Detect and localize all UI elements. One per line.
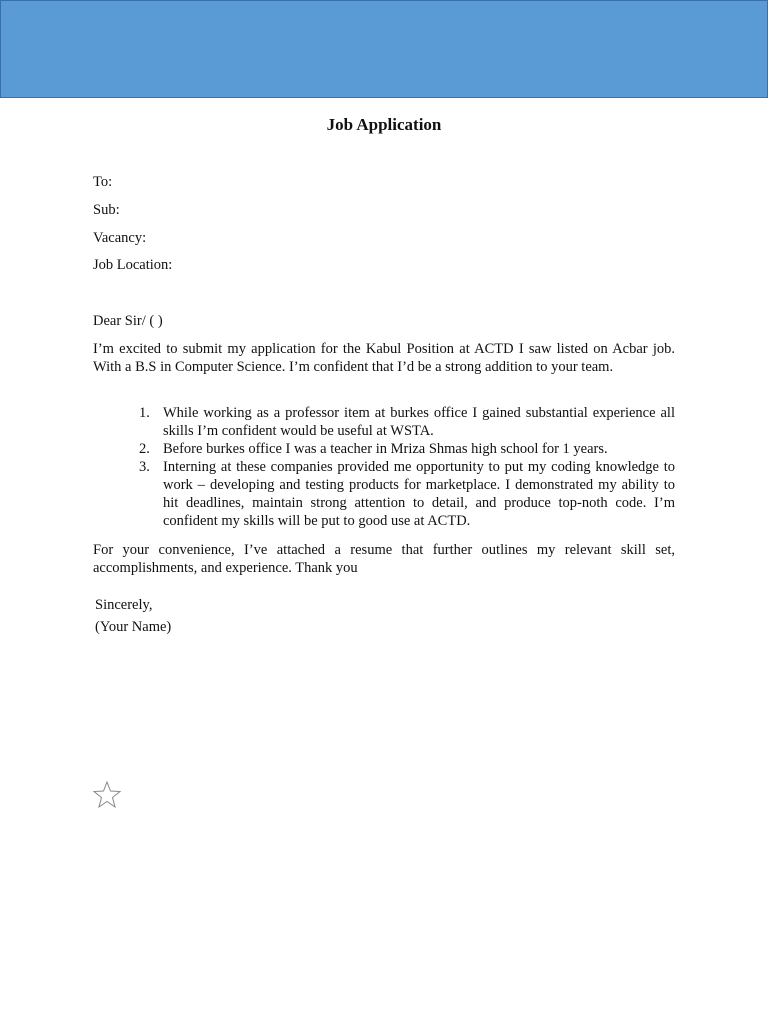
star-outline-icon <box>92 780 122 810</box>
list-item <box>93 404 675 440</box>
list-number: 3. <box>139 459 150 475</box>
to-field: To: <box>93 174 113 190</box>
signature: (Your Name) <box>95 619 172 635</box>
list-text: While working as a professor item at burkes office I gained substantial experience all skills I’m confident would be useful at WSTA. <box>163 405 675 439</box>
list-number: 2. <box>139 441 150 457</box>
sign-off: Sincerely, <box>95 597 153 613</box>
list-text: Before burkes office I was a teacher in Mriza Shmas high school for 1 years. <box>163 441 608 457</box>
subject-field: Sub: <box>93 202 120 218</box>
vacancy-field: Vacancy: <box>93 230 147 246</box>
header-bar <box>0 0 768 98</box>
list-number: 1. <box>139 405 150 421</box>
document-title: Job Application <box>326 115 442 134</box>
list-item <box>93 458 675 530</box>
greeting: Dear Sir/ ( ) <box>93 313 163 329</box>
list-text: Interning at these companies provided me opportunity to put my coding knowledge to work – developing and testing products for marketplace. I demonstrated my ability to hit deadlines, maintain strong attention to detail, and produce top-noth code. I’m confident my skills will be put to good use at ACTD. <box>163 459 675 529</box>
list-item <box>93 440 675 458</box>
experience-list <box>93 404 675 530</box>
intro-paragraph: I’m excited to submit my application for the Kabul Position at ACTD I saw listed on Acbar job. With a B.S in Computer Science. I’m confident that I’d be a strong addition to your team. <box>93 341 675 375</box>
closing-paragraph: For your convenience, I’ve attached a resume that further outlines my relevant skill set, accomplishments, and experience. Thank you <box>93 542 675 576</box>
job-location-field: Job Location: <box>93 257 173 273</box>
